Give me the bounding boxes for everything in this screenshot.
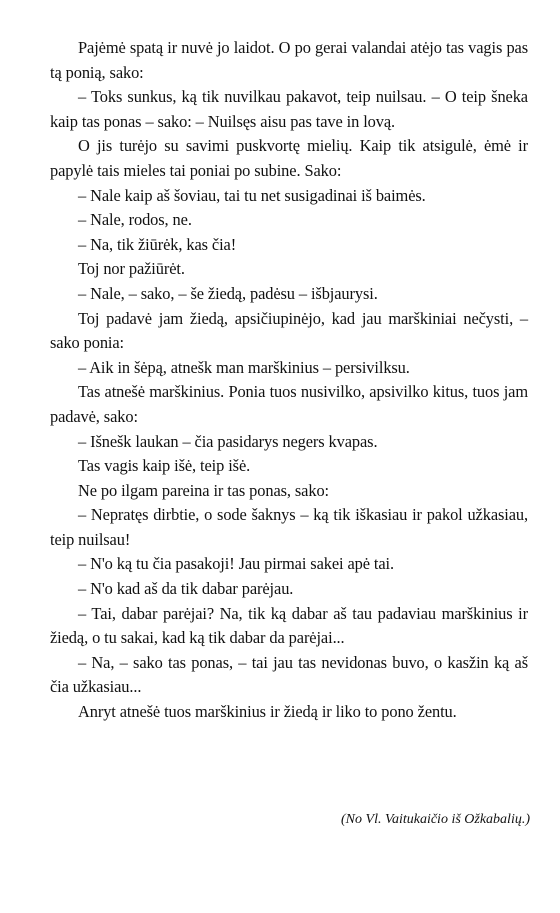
paragraph: Tas vagis kaip išė, teip išė. [78, 456, 251, 476]
paragraph: – Nale kaip aš šoviau, tai tu net susigadinai iš baimės. [78, 185, 426, 205]
paragraph: – Aik in šėpą, atnešk man marškinius – persivilksu. [78, 357, 410, 377]
paragraph: Anryt atnešė tuos marškinius ir žiedą ir liko to pono žentu. [78, 702, 457, 722]
paragraph: – Toks sunkus, ką tik nuvilkau pakavot, teip nuilsau. – O teip šneka kaip tas ponas – sako: – Nuilsęs aisu pas tave in lovą. [50, 87, 528, 131]
paragraph: – N'o ką tu čia pasakoji! Jau pirmai sakei apė tai. [78, 554, 394, 574]
paragraph: – Nepratęs dirbtie, o sode šaknys – ką tik iškasiau ir pakol užkasiau, teip nuilsau! [50, 505, 528, 549]
paragraph: Toj nor pažiūrėt. [78, 259, 185, 279]
source-attribution: (No Vl. Vaitukaičio iš Ožkabalių.) [341, 812, 530, 827]
paragraph: – Išnešk laukan – čia pasidarys negers kvapas. [78, 431, 378, 451]
paragraph: – Na, tik žiūrėk, kas čia! [78, 234, 237, 254]
paragraph: Toj padavė jam žiedą, apsičiupinėjo, kad jau marškiniai nečysti, – sako ponia: [50, 308, 528, 353]
paragraph: – Tai, dabar parėjai? Na, tik ką dabar aš tau padaviau marškinius ir žiedą, o tu sakai, kad ką tik dabar da parėjai... [50, 603, 528, 648]
story-text [50, 36, 528, 725]
paragraph: – N'o kad aš da tik dabar parėjau. [78, 579, 294, 599]
paragraph: O jis turėjo su savimi puskvortę mielių. Kaip tik atsigulė, ėmė ir papylė tais mieles tai poniai po subine. Sako: [50, 136, 528, 180]
paragraph: Pajėmė spatą ir nuvė jo laidot. O po gerai valandai atėjo tas vagis pas tą ponią, sako: [50, 38, 528, 82]
paragraph: Tas atnešė marškinius. Ponia tuos nusivilko, apsivilko kitus, tuos jam padavė, sako: [50, 382, 528, 426]
paragraph: – Nale, – sako, – še žiedą, padėsu – išbjaurysi. [78, 283, 378, 303]
paragraph: Ne po ilgam pareina ir tas ponas, sako: [78, 480, 329, 500]
paragraph: – Nale, rodos, ne. [78, 210, 192, 230]
paragraph: – Na, – sako tas ponas, – tai jau tas nevidonas buvo, o kasžin ką aš čia užkasiau... [50, 652, 528, 697]
